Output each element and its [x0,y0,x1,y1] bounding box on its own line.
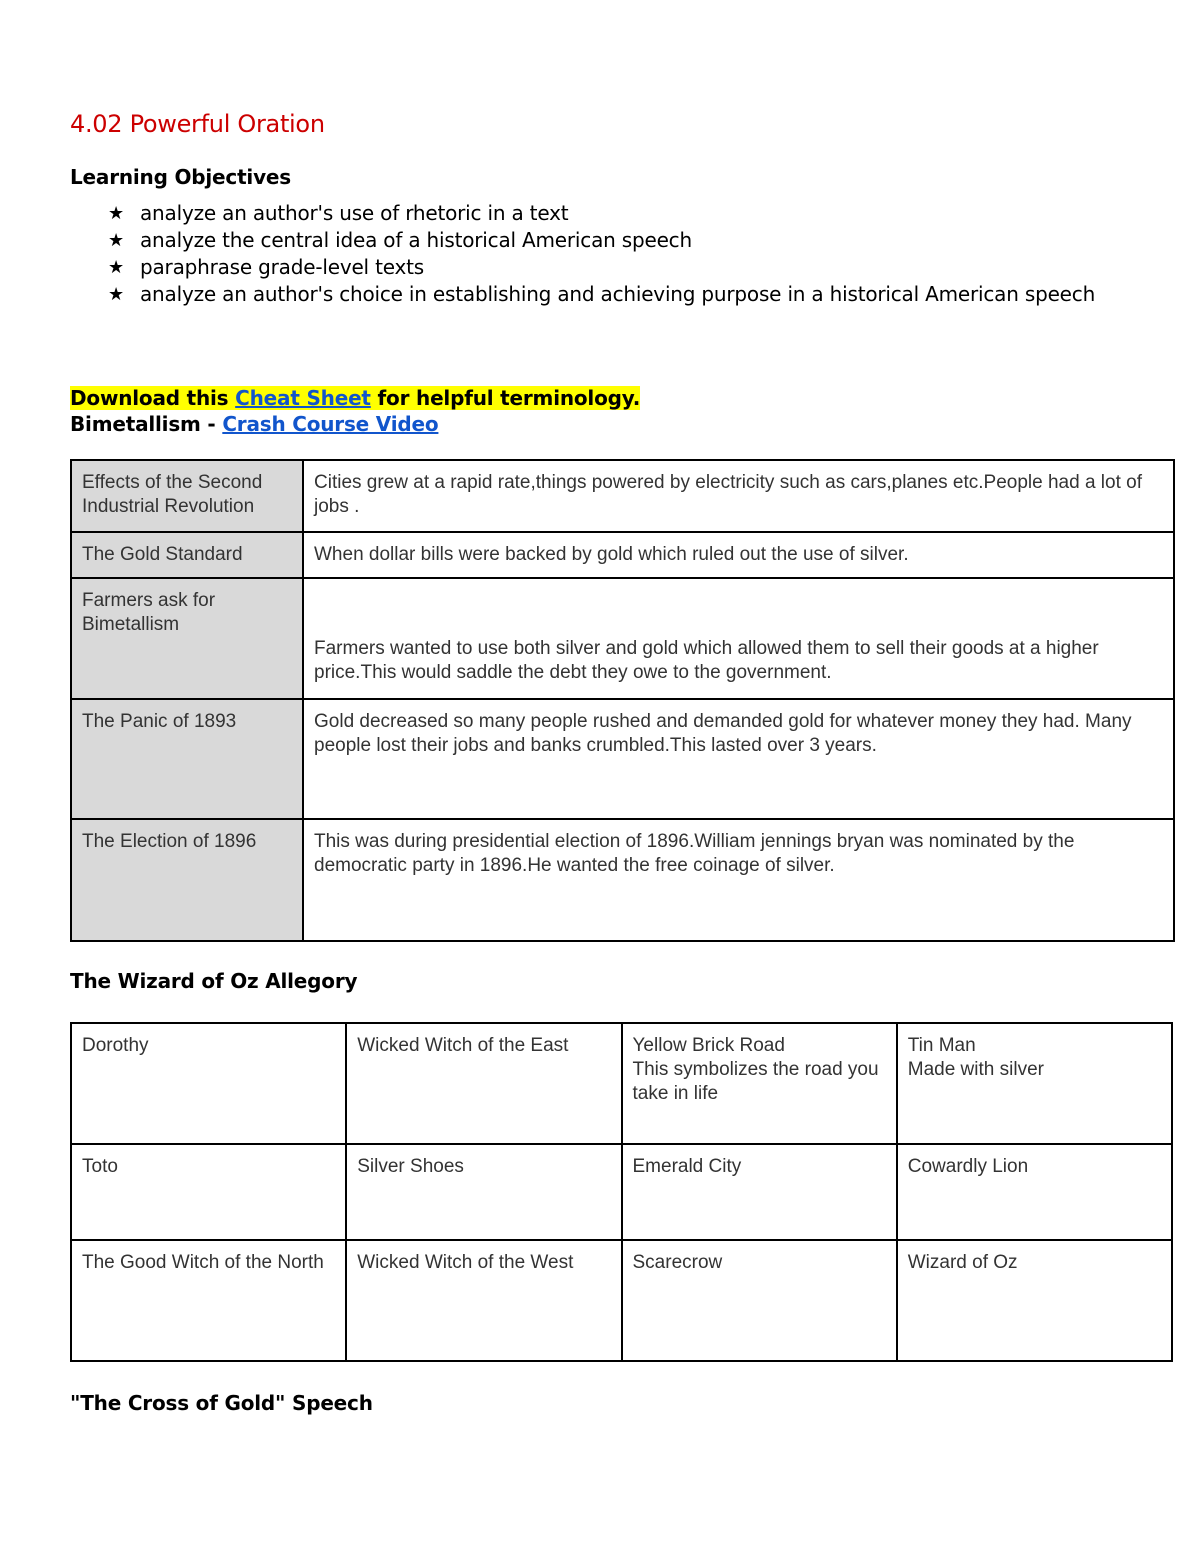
row-label: Farmers ask for Bimetallism [71,578,303,699]
table-row [71,460,1174,532]
crash-course-video-link[interactable]: Crash Course Video [222,412,439,436]
table-cell: Scarecrow [622,1240,897,1361]
objectives-list [70,200,1130,308]
row-label: Effects of the Second Industrial Revolution [71,460,303,532]
table-cell: Cowardly Lion [897,1144,1172,1240]
table-row [71,1023,1172,1144]
objective-item: ★ paraphrase grade-level texts [108,255,424,279]
row-label: The Election of 1896 [71,819,303,941]
star-icon: ★ [108,284,124,305]
star-icon: ★ [108,230,124,251]
bimetallism-heading: Bimetallism - Crash Course Video [70,412,439,436]
row-text: Gold decreased so many people rushed and demanded gold for whatever money they had. Many people lost their jobs and banks crumbled.This lasted over 3 years. [303,699,1174,819]
star-icon: ★ [108,203,124,224]
objectives-heading: Learning Objectives [70,165,291,189]
objective-item: ★ analyze the central idea of a historical American speech [108,228,692,252]
page-title: 4.02 Powerful Oration [70,110,325,138]
download-highlight: Download this Cheat Sheet for helpful terminology. [70,386,641,410]
table-cell: Dorothy [71,1023,346,1144]
objective-item: ★ analyze an author's choice in establishing and achieving purpose in a historical American speech [108,282,1096,306]
table-row [71,532,1174,578]
table-cell: Yellow Brick Road This symbolizes the road you take in life [622,1023,897,1144]
table-row [71,1144,1172,1240]
table-row [71,578,1174,699]
table-cell: Wicked Witch of the East [346,1023,621,1144]
table-row [71,819,1174,941]
table-cell: Wizard of Oz [897,1240,1172,1361]
cheat-sheet-link[interactable]: Cheat Sheet [235,386,371,410]
table-row [71,699,1174,819]
download-note [70,384,640,412]
wizard-table [70,1022,1173,1362]
row-label: The Gold Standard [71,532,303,578]
table-cell: The Good Witch of the North [71,1240,346,1361]
table-cell: Toto [71,1144,346,1240]
table-cell: Wicked Witch of the West [346,1240,621,1361]
table-cell: Emerald City [622,1144,897,1240]
table-cell: Silver Shoes [346,1144,621,1240]
row-text: Cities grew at a rapid rate,things powered by electricity such as cars,planes etc.People had a lot of jobs . [303,460,1174,532]
cross-of-gold-heading: "The Cross of Gold" Speech [70,1391,373,1415]
table-row [71,1240,1172,1361]
row-label: The Panic of 1893 [71,699,303,819]
row-text: This was during presidential election of 1896.William jennings bryan was nominated by the democratic party in 1896.He wanted the free coinage of silver. [303,819,1174,941]
table-cell: Tin Man Made with silver [897,1023,1172,1144]
row-text: When dollar bills were backed by gold which ruled out the use of silver. [303,532,1174,578]
star-icon: ★ [108,257,124,278]
objective-item: ★ analyze an author's use of rhetoric in a text [108,201,569,225]
bimetallism-table [70,459,1175,942]
wizard-heading: The Wizard of Oz Allegory [70,969,358,993]
row-text: Farmers wanted to use both silver and gold which allowed them to sell their goods at a higher price.This would saddle the debt they owe to the government. [303,578,1174,699]
